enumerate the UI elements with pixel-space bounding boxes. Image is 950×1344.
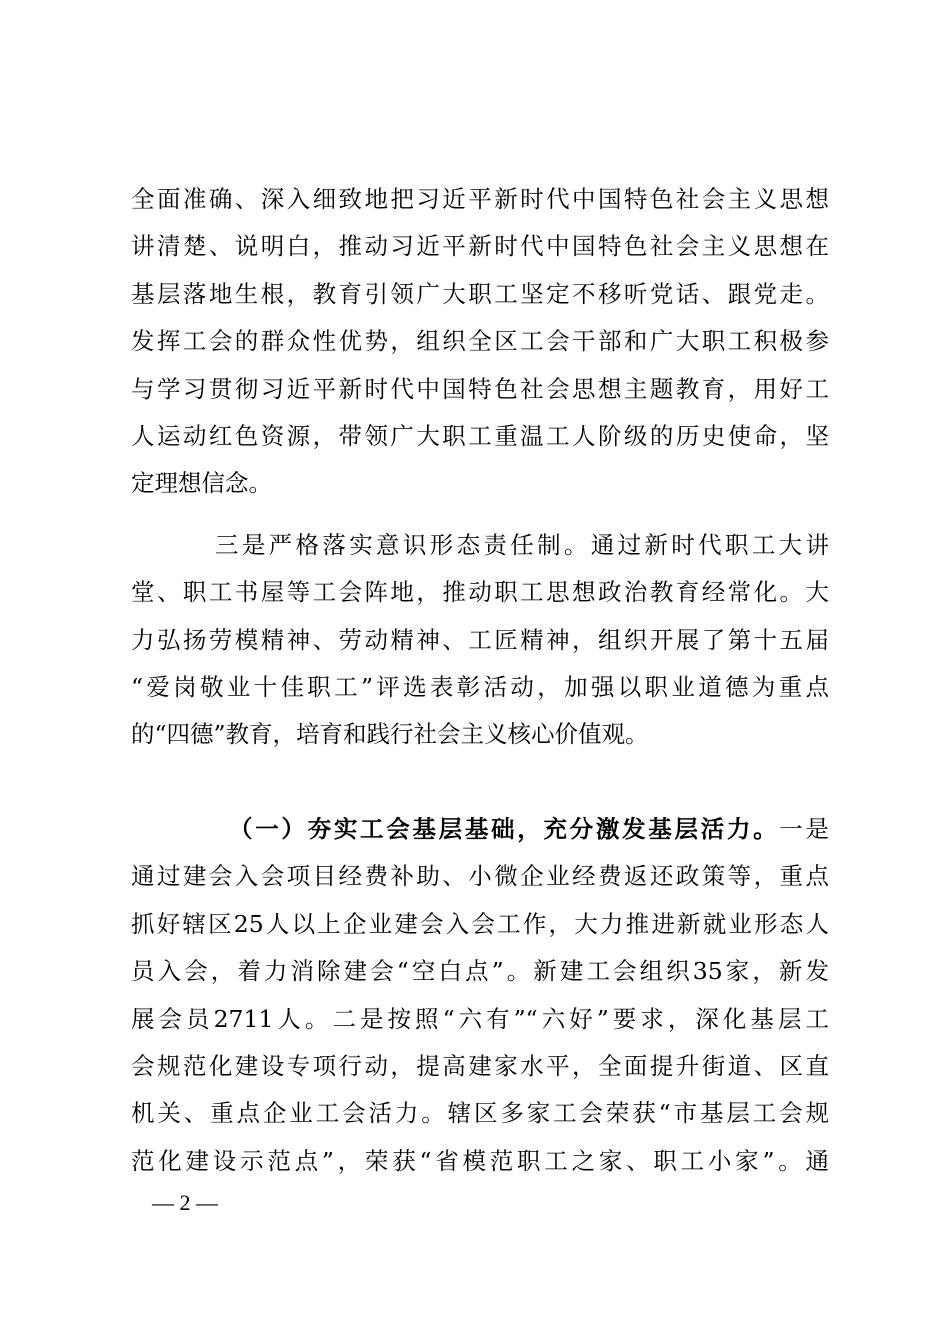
paragraph-3 <box>131 806 829 1185</box>
page-number: — 2 — <box>152 1190 218 1215</box>
text-line: 全面准确、深入细致地把习近平新时代中国特色社会主义思想 <box>131 185 829 213</box>
text-line: 展会员2711人。二是按照“六有”“六好”要求，深化基层工 <box>131 1004 829 1033</box>
text-line: 会规范化建设专项行动，提高建家水平，全面提升街道、区直 <box>131 1052 829 1081</box>
section-heading <box>131 759 829 806</box>
text-line: 堂、职工书屋等工会阵地，推动职工思想政治教育经常化。大 <box>131 578 829 607</box>
text-line: 力弘扬劳模精神、劳动精神、工匠精神，组织开展了第十五届 <box>131 625 829 654</box>
text-line: 人运动红色资源，带领广大职工重温工人阶级的历史使命，坚 <box>131 421 829 450</box>
text-line: 讲清楚、说明白，推动习近平新时代中国特色社会主义思想在 <box>131 232 829 261</box>
text-line <box>131 806 829 853</box>
text-line: 范化建设示范点”，荣获“省模范职工之家、职工小家”。通 <box>131 1146 829 1175</box>
text-line: 发挥工会的群众性优势，组织全区工会干部和广大职工积极参 <box>131 327 829 356</box>
text-line: “爱岗敬业十佳职工”评选表彰活动，加强以职业道德为重点 <box>131 672 829 701</box>
subsection-heading: （一）夯实工会基层基础，充分激发基层活力。 <box>229 815 780 844</box>
text-line: 机关、重点企业工会活力。辖区多家工会荣获“市基层工会规 <box>131 1099 829 1128</box>
document-body <box>131 176 829 1185</box>
text-line: 定理想信念。 <box>131 469 272 498</box>
text-line: 基层落地生根，教育引领广大职工坚定不移听党话、跟党走。 <box>131 279 829 308</box>
text-line: 抓好辖区25人以上企业建会入会工作，大力推进新就业形态人 <box>131 909 829 938</box>
paragraph-2 <box>131 522 829 759</box>
paragraph-gap <box>131 508 829 522</box>
text-line: 与学习贯彻习近平新时代中国特色社会思想主题教育，用好工 <box>131 374 829 403</box>
text-line: 的“四德”教育，培育和践行社会主义核心价值观。 <box>131 720 649 749</box>
text-line: 三是严格落实意识形态责任制。通过新时代职工大讲 <box>215 530 829 559</box>
paragraph-1 <box>131 176 829 508</box>
text-line: 通过建会入会项目经费补助、小微企业经费返还政策等，重点 <box>131 862 829 891</box>
text-span: 一是 <box>779 815 830 844</box>
text-line: 员入会，着力消除建会“空白点”。新建工会组织35家，新发 <box>131 957 829 986</box>
